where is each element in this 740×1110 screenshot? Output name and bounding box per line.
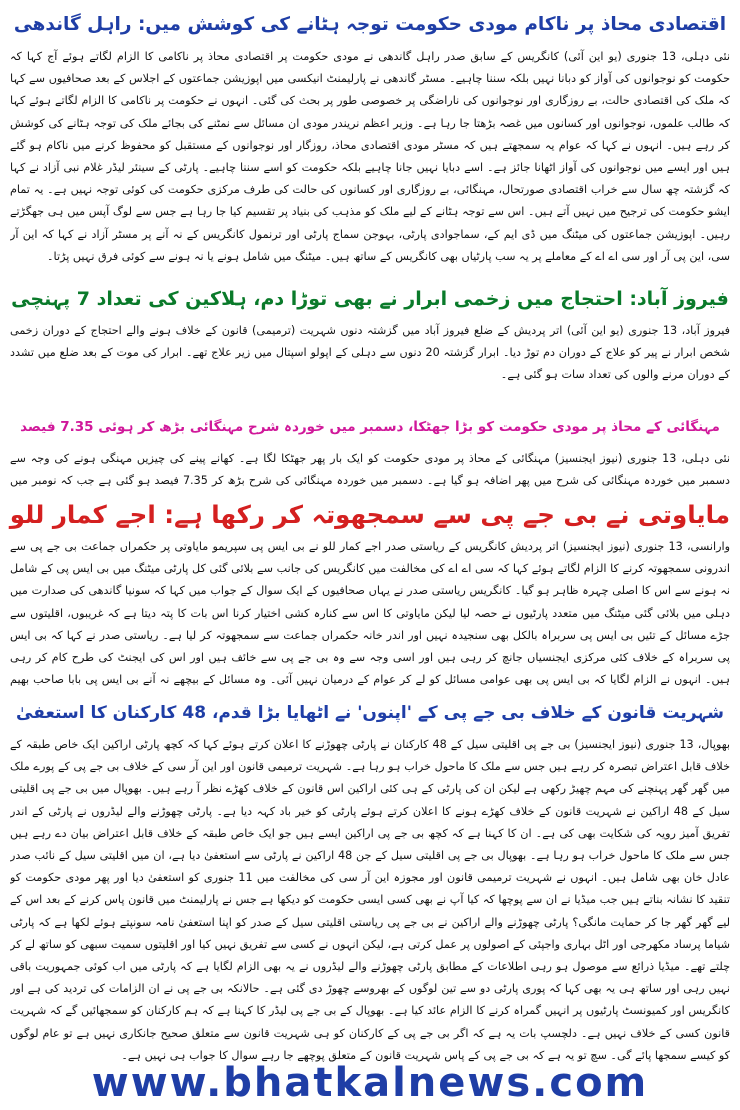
headline: مایاوتی نے بی جے پی سے سمجھوتہ کر رکھا ہے: اجے کمار للو <box>9 500 730 529</box>
article-body: فیروز آباد، 13 جنوری (یو این آئی) اتر پردیش کے ضلع فیروز آباد میں گزشتہ دنوں شہریت (ترمیمی) قانون کے خلاف ہونے والے احتجاج کے دوران زخمی شخص ابرار نے پیر کو علاج کے دوران دم توڑ دیا۔ ابرار گزشتہ 20 دنوں سے دہلی کے اپولو اسپتال میں زیر علاج تھے۔ ابرار کی موت کے بعد ضلع میں تشدد کے دوران مرنے والوں کی تعداد سات ہو گئی ہے۔ <box>10 324 730 382</box>
article-body: وارانسی، 13 جنوری (نیوز ایجنسیز) اتر پردیش کانگریس کے ریاستی صدر اجے کمار للو نے بی ایس پی سپریمو مایاوتی پر حکمراں جماعت بی جے پی سے اندرونی سمجھوتہ کرنے کا الزام لگاتے ہوئے کہا کہ سی اے اے کی مخالفت میں کانگریس کی جانب سے بلائی گئی کل پارٹی میٹنگ میں بی ایس پی کے شامل نہ ہونے سے اس کا اصلی چہرہ ظاہر ہو گیا۔ کانگریس ریاستی صدر نے یہاں صحافیوں کے ایک سوال کے جواب میں کہا کہ سونیا گاندھی کی صدارت میں دہلی میں بلائی گئی میٹنگ میں متعدد پارٹیوں نے حصہ لیا لیکن مایاوتی کا اس سے کنارہ کشی اختیار کرنا اس بات کا پتہ دیتا ہے کہ غریبوں، اقلیتوں سے جڑے مسائل کے تئیں بی ایس پی سربراہ بالکل بھی سنجیدہ نہیں اور اندر خانہ حکمراں جماعت سے سمجھوتہ کر لیا ہے۔ ریاستی صدر نے کہا کہ بی ایس پی سربراہ کے خلاف کئی مرکزی ایجنسیاں جانچ کر رہی ہیں اور اسی وجہ سے وہ بی جے پی سے خائف ہیں اور اس کی ایجنٹ کی طرح کام کر رہی ہیں۔ انہوں نے الزام لگایا کہ بی ایس پی بھی عوامی مسائل کو لے کر عوام کے درمیان نہیں آئی۔ وہ مسائل کے بیچھے نہ آنے بی ایس پی بابا صاحب بھیم <box>10 540 730 687</box>
headline: شہریت قانون کے خلاف بی جے پی کے 'اپنوں' نے اٹھایا بڑا قدم، 48 کارکنان کا استعفیٰ <box>16 703 724 723</box>
headline: اقتصادی محاذ پر ناکام مودی حکومت توجہ ہٹانے کی کوشش میں: راہل گاندھی <box>13 14 727 35</box>
article-body: نئی دہلی، 13 جنوری (نیوز ایجنسیز) مہنگائی کے محاذ پر مودی حکومت کو ایک بار پھر جھٹکا لگا ہے۔ کھانے پینے کی چیزیں مہنگی ہونے کی وجہ سے دسمبر میں خوردہ مہنگائی کی شرح میں پھر اضافہ ہو گیا ہے۔ دسمبر میں خوردہ مہنگائی کی شرح بڑھ کر 7.35 فیصد ہو گئی ہے جب کہ نومبر میں <box>10 452 730 488</box>
article-mayawati <box>10 498 730 694</box>
article-inflation <box>10 410 730 496</box>
article-body: نئی دہلی، 13 جنوری (یو این آئی) کانگریس کے سابق صدر راہل گاندھی نے مودی حکومت پر اقتصادی محاذ پر ناکامی کا الزام لگاتے ہوئے آج کہا کہ حکومت کو نوجوانوں کی آواز کو دبانا نہیں بلکہ سننا چاہیے۔ مسٹر گاندھی نے پارلیمنٹ انیکسی میں اپوزیشن جماعتوں کے اجلاس کے بعد صحافیوں سے کہا کہ ملک کی اقتصادی حالت، بے روزگاری اور نوجوانوں کی ناراضگی پر خصوصی طور پر بحث کی گئی۔ انہوں نے حکومت پر ناکامی کا الزام لگاتے ہوئے کہا کہ طالب علموں، نوجوانوں اور کسانوں میں غصہ بڑھتا جا رہا ہے۔ وزیر اعظم نریندر مودی ان مسائل سے نمٹنے کی بجائے ملک کی توجہ ہٹانے کی کوشش کر رہے ہیں۔ انہوں نے کہا کہ عوام یہ سمجھتے ہیں کہ مسٹر مودی اقتصادی محاذ، روزگار اور نوجوانوں کے مستقبل کو محفوظ کرنے میں ناکام ہو گئے ہیں اور ایسے میں نوجوانوں کی آواز اٹھانا جائز ہے۔ اسے دبایا نہیں جانا چاہیے بلکہ حکومت کو اسے سننا چاہیے۔ پارٹی کے سینئر لیڈر غلام نبی آزاد نے کہا کہ گزشتہ چھ سال سے خراب اقتصادی صورتحال، مہنگائی، بے روزگاری اور کسانوں کی حالت کی طرف مرکزی حکومت کی کوئی توجہ نہیں ہے۔ یہ تمام ایشو حکومت کی ترجیح میں نہیں آتے ہیں۔ اس سے توجہ ہٹانے کے لیے ملک کو مذہب کی بنیاد پر تقسیم کیا جا رہا ہے جس سے لوگ آپس میں ہی جھگڑتے رہیں۔ اپوزیشن جماعتوں کی میٹنگ میں ڈی ایم کے، سماجوادی پارٹی، بہوجن سماج پارٹی اور ترنمول کانگریس کے نہ آنے پر مسٹر آزاد نے کہا کہ این آر سی، این پی آر اور سی اے اے کے معاملے پر یہ سب پارٹیاں بھی کانگریس کے ساتھ ہیں۔ میٹنگ میں شامل ہونے یا نہ ہونے سے کوئی فرق نہیں پڑتا۔ <box>10 50 730 263</box>
article-citizenship-law-resignations <box>10 696 730 1110</box>
article-economy-rahul-gandhi <box>10 8 730 280</box>
headline: فیروز آباد: احتجاج میں زخمی ابرار نے بھی توڑا دم، ہلاکین کی تعداد 7 پہنچی <box>11 288 729 310</box>
article-body: بھوپال، 13 جنوری (نیوز ایجنسیز) بی جے پی اقلیتی سیل کے 48 کارکنان نے پارٹی چھوڑنے کا اعلان کرتے ہوئے کہا کہ کچھ پارٹی اراکین ایک خاص طبقہ کے خلاف قابل اعتراض تبصرہ کر رہے ہیں جس سے ملک کا ماحول خراب ہو رہا ہے۔ شہریت ترمیمی قانون اور این آر سی کے خلاف بی جے پی کے پورے ملک میں گھر گھر پہنچنے کی مہم چھیڑ رکھی ہے لیکن ان کی پارٹی کے ہی کئی اراکین اس قانون کے خلاف کھڑے نظر آ رہے ہیں۔ بھوپال میں بی جے پی اقلیتی سیل کے 48 اراکین نے شہریت قانون کے خلاف کھڑے ہونے کا اعلان کرتے ہوئے پارٹی کو خیر باد کہہ دیا ہے۔ پارٹی چھوڑنے والے لیڈروں نے پارٹی کے اندر تفریق آمیز رویہ کی شکایت بھی کی ہے۔ ان کا کہنا ہے کہ کچھ بی جے پی اراکین ایسے ہیں جو ایک خاص طبقہ کے خلاف قابل اعتراض بیان دے رہے ہیں جس سے ملک کا ماحول خراب ہو رہا ہے۔ بھوپال بی جے پی اقلیتی سیل کے جن 48 اراکین نے پارٹی سے استعفیٰ دیا ہے، ان میں اقلیتی سیل کے نائب صدر عادل خان بھی شامل ہیں۔ انہوں نے شہریت ترمیمی قانون اور مجوزہ این آر سی کی مخالفت میں 11 جنوری کو استعفیٰ دیا اور پھر مودی حکومت کو تنقید کا نشانہ بناتے ہیں جب میڈیا نے ان سے پوچھا کہ کیا آپ نے بھی کسی ایسی حکومت کو دیکھا ہے جس نے پارلیمنٹ میں قانون پاس کرنے کے بعد اس کے لیے گھر گھر جا کر حمایت مانگی؟ پارٹی چھوڑنے والے اراکین نے بی جے پی ریاستی اقلیتی سیل کے صدر کو اپنا استعفیٰ نامہ سونپتے ہوئے لکھا ہے کہ پارٹی شیاما پرساد مکھرجی اور اٹل بہاری واجپئی کے اصولوں پر عمل کرتی ہے، لیکن انہوں نے کسی سے تفریق نہیں کیا اور اقلیتوں سمیت سبھی کو ساتھ لے کر چلتے تھے۔ میڈیا ذرائع سے موصول ہو رہی اطلاعات کے مطابق پارٹی چھوڑنے والے لیڈروں نے یہ بھی الزام لگایا ہے کہ پارٹی میں اب کوئی جمہوریت باقی نہیں رہی اور ساتھ ہی یہ بھی کہا کہ پوری پارٹی دو سے تین لوگوں کے بھروسے چھوڑ دی گئی ہے۔ حالانکہ بی جے پی نے ان الزامات کی تردید کی ہے اور کانگریس اور کمیونسٹ پارٹیوں پر انہیں گمراہ کرنے کا الزام عائد کیا ہے۔ بھوپال کے بی جے پی لیڈر کا کہنا ہے کہ ہم کارکنان کو سمجھائیں گے کہ شہریت قانون کسی کے خلاف نہیں ہے۔ دلچسپ بات یہ ہے کہ اگر بی جے پی کے کارکنان کو ہی شہریت قانون سے متعلق صحیح جانکاری نہیں ہے تو عام لوگوں کو کیسے سمجھا پائے گی۔ سچ تو یہ ہے کہ بی جے پی کے پاس شہریت قانون کے متعلق پوچھے جا رہے سوال کا جواب ہی نہیں ہے۔ <box>10 738 730 1062</box>
article-firozabad-protest <box>10 282 730 408</box>
website-footer: www.bhatkalnews.com <box>91 1060 649 1106</box>
headline: مہنگائی کے محاذ پر مودی حکومت کو بڑا جھٹکا، دسمبر میں خوردہ شرح مہنگائی بڑھ کر ہوئی 7.35 فیصد <box>20 419 720 435</box>
